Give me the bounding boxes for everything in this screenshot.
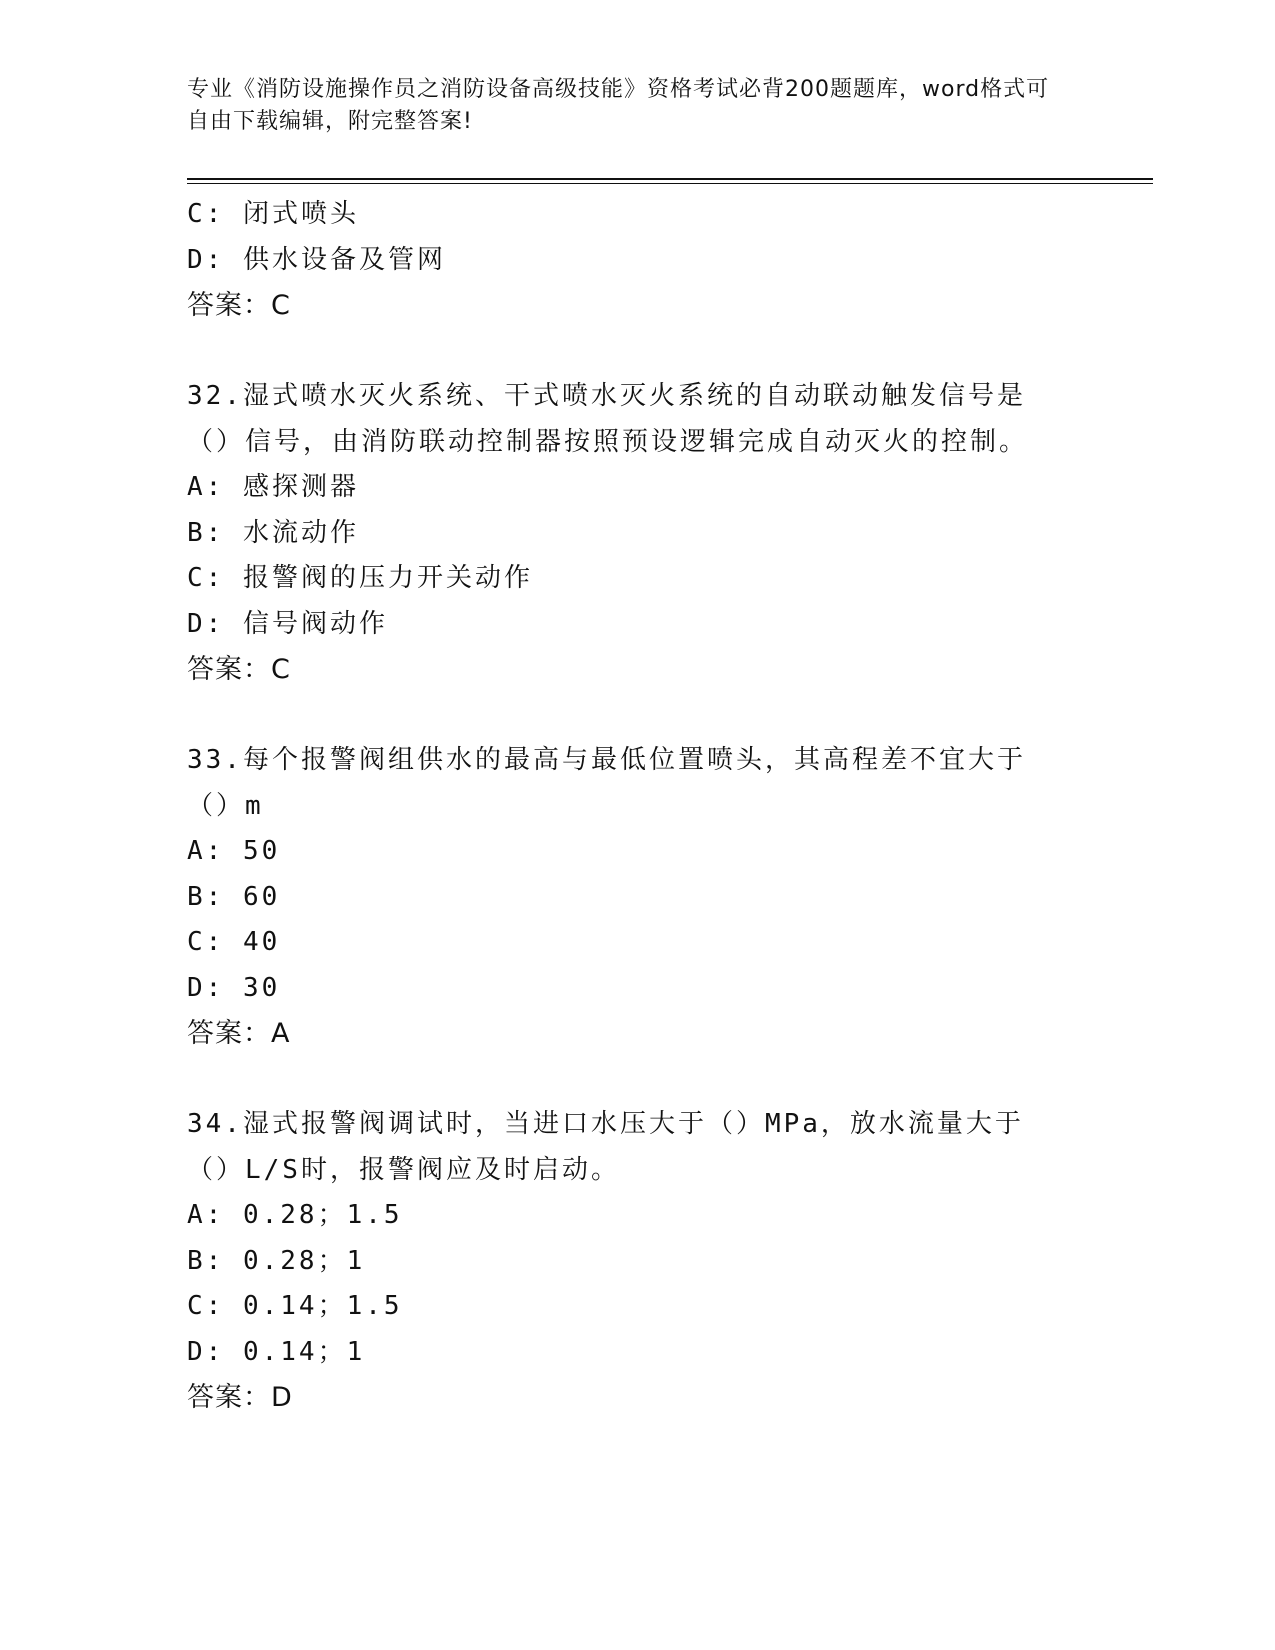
spacer bbox=[187, 693, 1067, 739]
question-stem: 34.湿式报警阀调试时，当进口水压大于（）MPa，放水流量大于（）L/S时，报警阀应及时启动。 bbox=[187, 1109, 1024, 1185]
option-b: B: 水流动作 bbox=[187, 517, 359, 548]
document-body bbox=[187, 192, 1067, 1421]
option-c: C: 0.14；1.5 bbox=[187, 1291, 403, 1321]
spacer bbox=[187, 329, 1067, 375]
question-33 bbox=[187, 738, 1067, 1057]
header-divider bbox=[187, 178, 1153, 184]
option-c: C: 报警阀的压力开关动作 bbox=[187, 563, 533, 593]
spacer bbox=[187, 1057, 1067, 1103]
question-32 bbox=[187, 374, 1067, 693]
answer-line: 答案：C bbox=[187, 290, 291, 321]
option-d: D: 30 bbox=[187, 972, 281, 1003]
option-b: B: 0.28；1 bbox=[187, 1245, 366, 1276]
option-a: A: 感探测器 bbox=[187, 472, 359, 502]
question-34 bbox=[187, 1102, 1067, 1421]
option-a: A: 50 bbox=[187, 836, 281, 866]
continued-question bbox=[187, 192, 1067, 329]
option-b: B: 60 bbox=[187, 881, 281, 912]
option-d: D: 供水设备及管网 bbox=[187, 244, 446, 275]
option-a: A: 0.28；1.5 bbox=[187, 1200, 403, 1230]
question-stem: 32.湿式喷水灭火系统、干式喷水灭火系统的自动联动触发信号是（）信号，由消防联动控制器按照预设逻辑完成自动灭火的控制。 bbox=[187, 381, 1029, 457]
option-d: D: 0.14；1 bbox=[187, 1336, 366, 1367]
answer-line: 答案：A bbox=[187, 1018, 291, 1049]
option-c: C: 40 bbox=[187, 927, 281, 957]
answer-line: 答案：C bbox=[187, 654, 291, 685]
question-stem: 33.每个报警阀组供水的最高与最低位置喷头，其高程差不宜大于（）m bbox=[187, 745, 1026, 821]
answer-line: 答案：D bbox=[187, 1382, 293, 1413]
page-header: 专业《消防设施操作员之消防设备高级技能》资格考试必背200题题库，word格式可自由下载编辑，附完整答案! bbox=[187, 77, 1050, 134]
option-c: C: 闭式喷头 bbox=[187, 199, 359, 229]
option-d: D: 信号阀动作 bbox=[187, 608, 388, 639]
